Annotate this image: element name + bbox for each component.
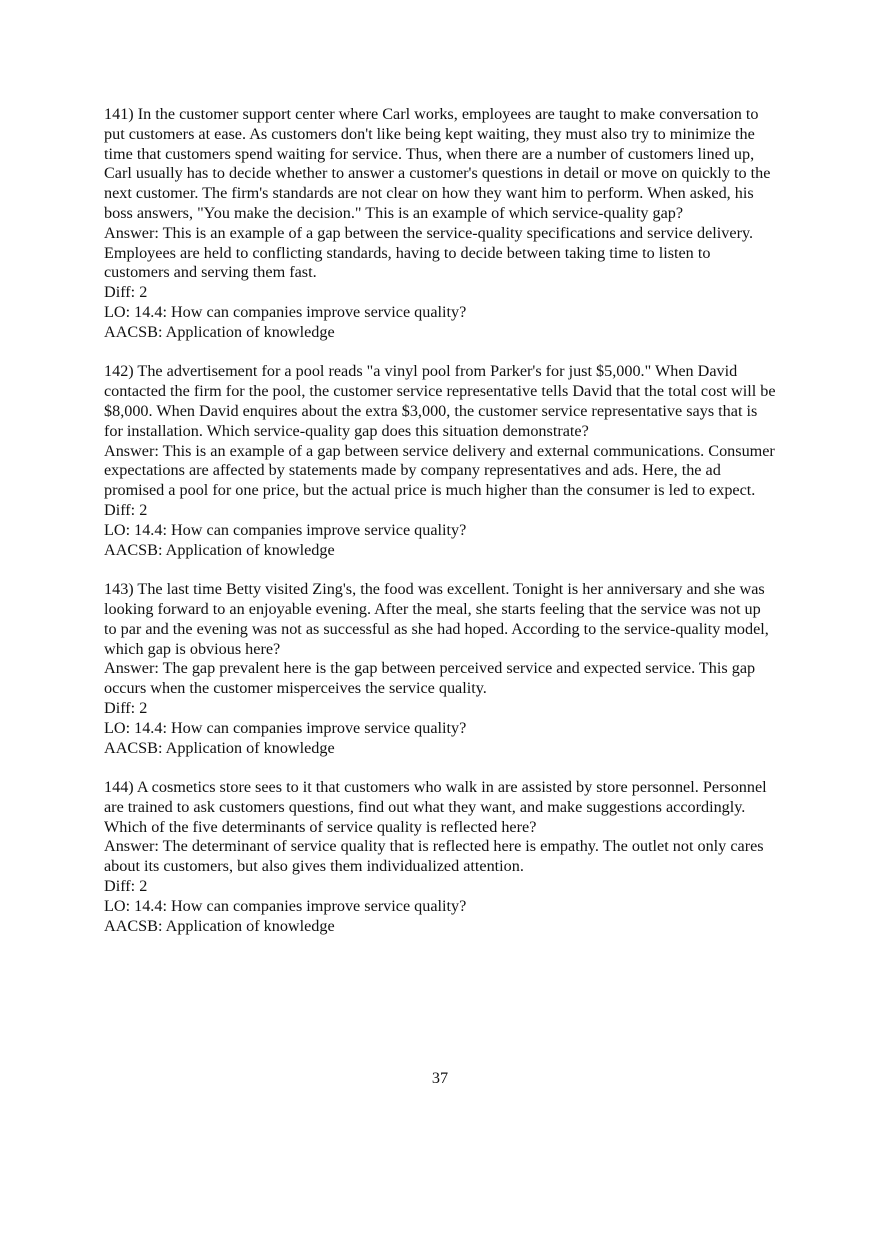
- question-142: [104, 362, 776, 560]
- aacsb-line: AACSB: Application of knowledge: [104, 540, 335, 559]
- question-143: [104, 580, 776, 758]
- question-text: 142) The advertisement for a pool reads "a vinyl pool from Parker's for just $5,000." When David contacted the firm for the pool, the customer service representative tells David that the total cost will be $8,000. When David enquires about the extra $3,000, the customer service representative says that is for installation. Which service-quality gap does this situation demonstrate?: [104, 362, 776, 440]
- question-141: [104, 105, 776, 343]
- learning-objective-line: LO: 14.4: How can companies improve service quality?: [104, 896, 467, 915]
- learning-objective-line: LO: 14.4: How can companies improve service quality?: [104, 718, 467, 737]
- answer-text: Answer: This is an example of a gap between service delivery and external communications. Consumer expectations are affected by statements made by company representatives and ads. Here, the ad promised a pool for one price, but the actual price is much higher than the consumer is led to expect.: [104, 441, 775, 500]
- page-number: 37: [431, 1069, 449, 1087]
- aacsb-line: AACSB: Application of knowledge: [104, 916, 335, 935]
- question-text: 144) A cosmetics store sees to it that customers who walk in are assisted by store personnel. Personnel are trained to ask customers questions, find out what they want, and make suggestions accordingly. Which of the five determinants of service quality is reflected here?: [104, 778, 767, 836]
- question-list: [104, 105, 776, 956]
- difficulty-line: Diff: 2: [104, 877, 148, 896]
- question-144: [104, 778, 776, 936]
- difficulty-line: Diff: 2: [104, 698, 148, 717]
- answer-text: Answer: The gap prevalent here is the gap between perceived service and expected service. This gap occurs when the customer misperceives the service quality.: [104, 659, 756, 698]
- difficulty-line: Diff: 2: [104, 283, 148, 302]
- question-text: 141) In the customer support center where Carl works, employees are taught to make conversation to put customers at ease. As customers don't like being kept waiting, they must also try to minimize the time that customers spend waiting for service. Thus, when there are a number of customers lined up, Carl usually has to decide whether to answer a customer's questions in detail or move on quickly to the next customer. The firm's standards are not clear on how they want him to perform. When asked, his boss answers, "You make the decision." This is an example of which service-quality gap?: [104, 105, 771, 222]
- answer-text: Answer: This is an example of a gap between the service-quality specifications and service delivery. Employees are held to conflicting standards, having to decide between taking time to listen to customers and serving them fast.: [104, 223, 754, 282]
- answer-text: Answer: The determinant of service quality that is reflected here is empathy. The outlet not only cares about its customers, but also gives them individualized attention.: [104, 837, 764, 876]
- difficulty-line: Diff: 2: [104, 500, 148, 519]
- learning-objective-line: LO: 14.4: How can companies improve service quality?: [104, 302, 467, 321]
- learning-objective-line: LO: 14.4: How can companies improve service quality?: [104, 520, 467, 539]
- question-text: 143) The last time Betty visited Zing's, the food was excellent. Tonight is her anniversary and she was looking forward to an enjoyable evening. After the meal, she starts feeling that the service was not up to par and the evening was not as successful as she had hoped. According to the service-quality model, which gap is obvious here?: [104, 580, 769, 658]
- aacsb-line: AACSB: Application of knowledge: [104, 322, 335, 341]
- aacsb-line: AACSB: Application of knowledge: [104, 738, 335, 757]
